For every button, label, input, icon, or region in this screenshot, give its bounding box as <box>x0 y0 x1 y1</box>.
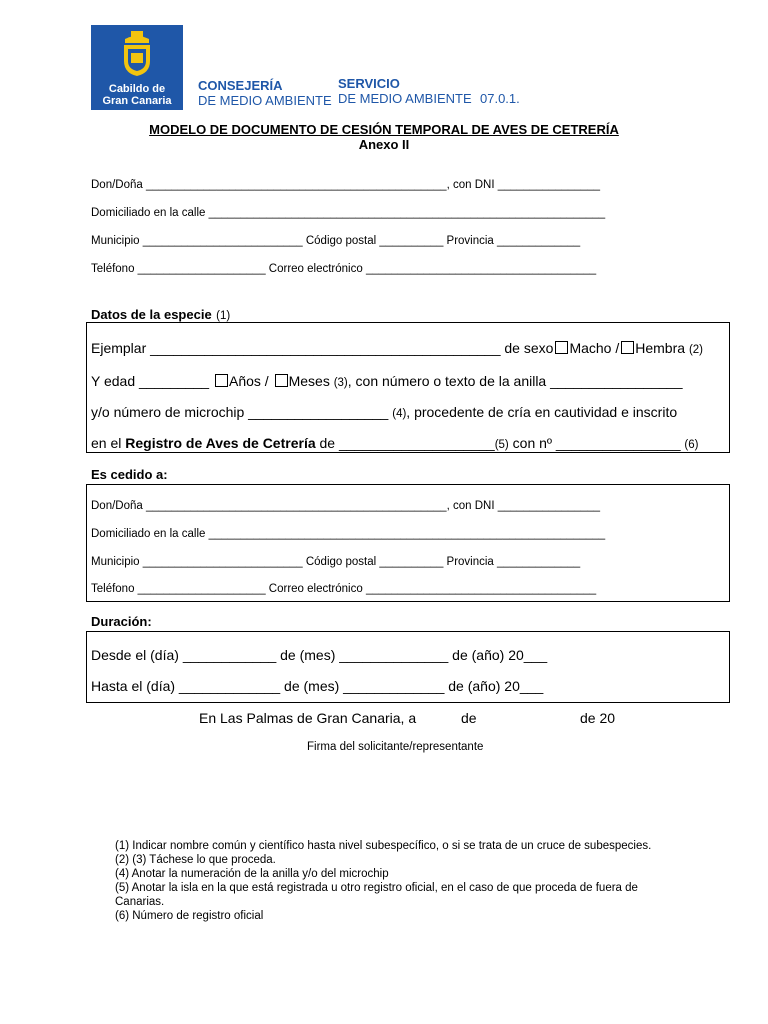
species-line-specimen: Ejemplar _____________________________________________ de sexo Macho / Hembra (2) <box>91 340 703 356</box>
owner-municipality-line: Municipio _________________________ Código postal __________ Provincia _____________ <box>91 235 581 247</box>
document-subtitle: Anexo II <box>358 137 410 152</box>
footnote-2: (2) (3) Táchese lo que proceda. <box>115 854 276 866</box>
place-de-year: de 20 <box>580 710 616 726</box>
place-city: En Las Palmas de Gran Canaria, a <box>199 710 417 726</box>
anos-checkbox[interactable] <box>215 374 228 387</box>
footnote-5: (6) Número de registro oficial <box>115 910 264 922</box>
department-2-title: SERVICIO <box>338 76 400 91</box>
department-1 <box>198 78 332 108</box>
recipient-name-line: Don/Doña _______________________________________________, con DNI ________________ <box>91 500 601 512</box>
logo-line-2: Gran Canaria <box>102 95 172 107</box>
meses-checkbox[interactable] <box>275 374 288 387</box>
place-de-month: de <box>461 710 477 726</box>
document-code: 07.0.1. <box>480 91 520 106</box>
cabildo-logo <box>91 25 183 110</box>
recipient-address-line: Domiciliado en la calle ______________________________________________________________ <box>91 528 606 540</box>
duration-to-line: Hasta el (día) _____________ de (mes) _____________ de (año) 20___ <box>91 678 544 694</box>
footnote-4: (5) Anotar la isla en la que está registrada u otro registro oficial, en el caso de que proceda de fuera de <box>115 882 638 894</box>
species-heading: Datos de la especie (1) <box>91 307 231 322</box>
duration-from-line: Desde el (día) ____________ de (mes) ______________ de (año) 20___ <box>91 647 548 663</box>
crest-icon <box>119 31 155 77</box>
duration-heading: Duración: <box>91 614 152 629</box>
macho-checkbox[interactable] <box>555 341 568 354</box>
species-line-registry: en el Registro de Aves de Cetrería de ____________________(5) con nº ________________ (6) <box>91 435 699 451</box>
department-2-subtitle: DE MEDIO AMBIENTE <box>338 91 472 106</box>
hembra-checkbox[interactable] <box>621 341 634 354</box>
owner-contact-line: Teléfono ____________________ Correo electrónico ____________________________________ <box>91 263 597 275</box>
department-1-subtitle: DE MEDIO AMBIENTE <box>198 93 332 108</box>
signature-label: Firma del solicitante/representante <box>307 741 484 753</box>
recipient-municipality-line: Municipio _________________________ Código postal __________ Provincia _____________ <box>91 556 581 568</box>
footnote-1: (1) Indicar nombre común y científico hasta nivel subespecífico, o si se trata de un cruce de subespecies. <box>115 840 652 852</box>
document-title: MODELO DE DOCUMENTO DE CESIÓN TEMPORAL DE AVES DE CETRERÍA <box>149 122 619 137</box>
department-1-title: CONSEJERÍA <box>198 78 283 93</box>
logo-line-1: Cabildo de <box>108 83 166 95</box>
footnote-4-cont: Canarias. <box>115 896 165 908</box>
department-2 <box>338 76 472 106</box>
owner-address-line: Domiciliado en la calle ______________________________________________________________ <box>91 207 606 219</box>
owner-name-line: Don/Doña _______________________________________________, con DNI ________________ <box>91 179 601 191</box>
footnote-3: (4) Anotar la numeración de la anilla y/o del microchip <box>115 868 389 880</box>
recipient-contact-line: Teléfono ____________________ Correo electrónico ____________________________________ <box>91 583 597 595</box>
species-line-microchip: y/o número de microchip __________________ (4), procedente de cría en cautividad e inscrito <box>91 404 678 420</box>
recipient-heading: Es cedido a: <box>91 467 168 482</box>
species-line-age: Y edad _________ Años / Meses (3), con número o texto de la anilla _________________ <box>91 373 683 389</box>
